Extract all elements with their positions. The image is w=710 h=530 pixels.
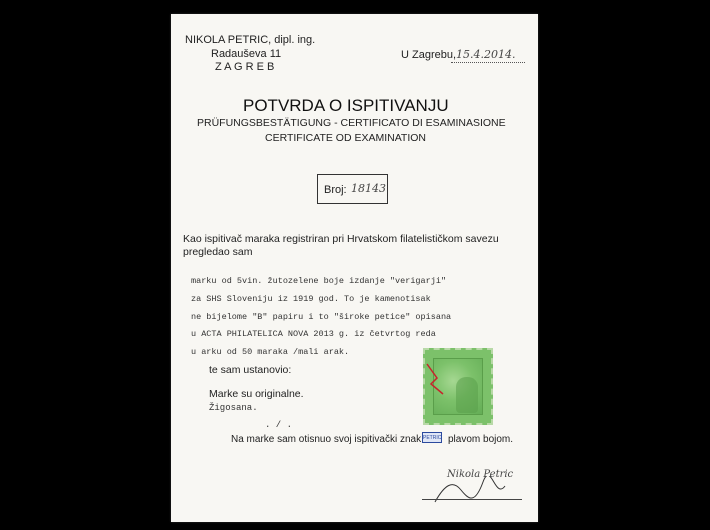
description-line-2: za SHS Sloveniju iz 1919 god. To je kamenotisak <box>191 294 431 304</box>
signature-name: Nikola Petric <box>447 469 514 480</box>
signature-line <box>422 499 522 500</box>
signature-scribble <box>431 476 511 506</box>
examiner-mark: PETRIC <box>422 432 442 443</box>
description-line-3: ne bijelome "B" papiru i to "široke petice" opisana <box>191 312 452 322</box>
intro-line-2: pregledao sam <box>183 246 253 258</box>
description-line-5: u arku od 50 maraka /mali arak. <box>191 347 350 357</box>
number-value: 18143 <box>351 182 386 195</box>
issuer-street: Radauševa 11 <box>211 48 282 60</box>
number-label: Broj: <box>324 184 347 196</box>
date-underline <box>451 62 525 63</box>
mark-statement: Na marke sam otisnuo svoj ispitivački znak <box>231 434 422 445</box>
issuer-name: NIKOLA PETRIC, dipl. ing. <box>185 34 316 46</box>
intro-line-1: Kao ispitivač maraka registriran pri Hrvatskom filatelističkom savezu <box>183 233 499 245</box>
certificate-subtitle-2: CERTIFICATE OD EXAMINATION <box>265 132 427 144</box>
number-box <box>317 174 388 204</box>
place-label: U Zagrebu, <box>401 49 457 61</box>
description-line-1: marku od 5vin. žutozelene boje izdanje "verigarji" <box>191 276 447 286</box>
mark-statement-end: plavom bojom. <box>448 434 514 445</box>
description-line-4: u ACTA PHILATELICA NOVA 2013 g. iz četvrtog reda <box>191 329 436 339</box>
certificate-sheet <box>171 14 538 522</box>
stamp-figure <box>456 377 478 413</box>
originality-statement: Marke su originalne. <box>209 388 304 400</box>
certificate-subtitle-1: PRÜFUNGSBESTÄTIGUNG - CERTIFICATO DI ESAMINASIONE <box>197 117 506 129</box>
red-signature-mark <box>425 360 447 400</box>
cancellation-statement: Žigosana. <box>209 403 258 413</box>
place-date: 15.4.2014. <box>456 48 516 61</box>
established-text: te sam ustanovio: <box>209 364 292 376</box>
certificate-title: POTVRDA O ISPITIVANJU <box>243 96 449 115</box>
separator-dots: . / . <box>265 420 293 430</box>
issuer-city: Z A G R E B <box>215 61 275 73</box>
